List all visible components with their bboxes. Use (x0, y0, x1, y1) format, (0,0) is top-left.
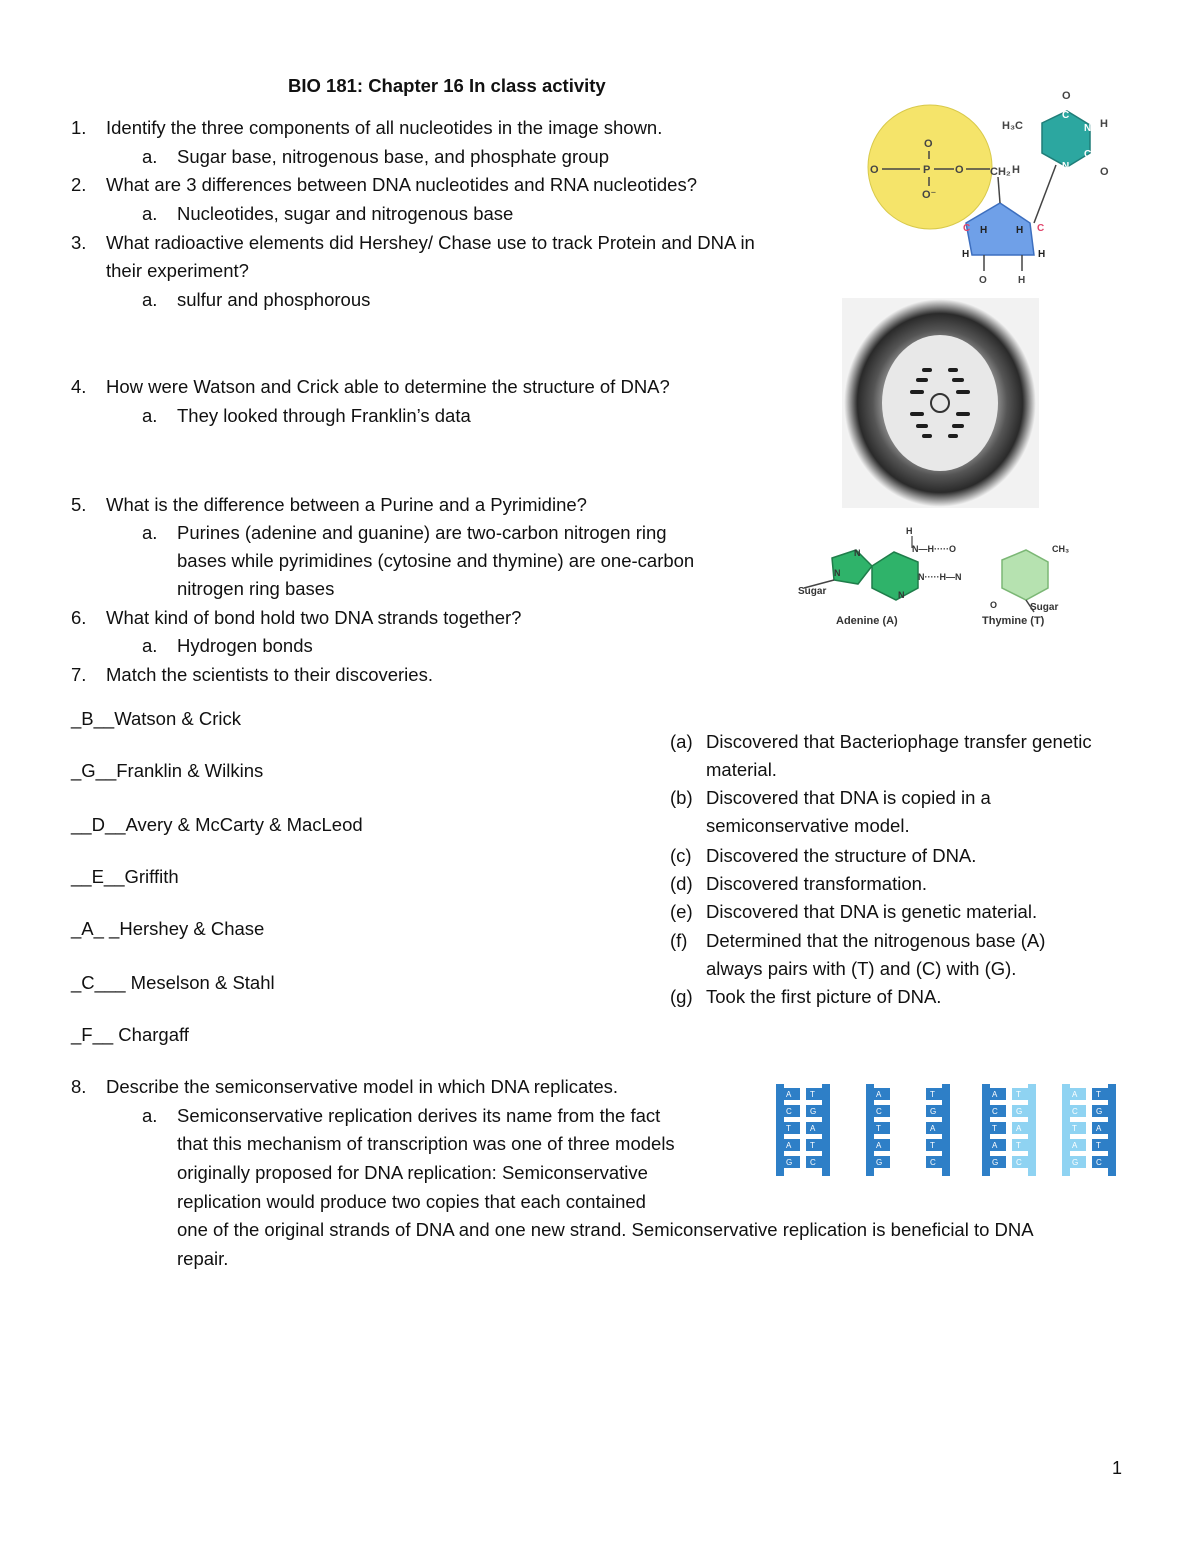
q6-answer-label: a. (142, 635, 158, 656)
q5-answer-label: a. (142, 522, 158, 543)
base-letter: T (1016, 1090, 1021, 1099)
q3-answer: sulfur and phosphorous (177, 289, 371, 310)
q5-text: What is the difference between a Purine and a Pyrimidine? (106, 494, 587, 515)
replication-figure (774, 1082, 1119, 1178)
adenine-five-ring (832, 550, 872, 584)
q8-answer-label: a. (142, 1105, 158, 1126)
discovery-e-line1: Discovered that DNA is genetic material. (706, 901, 1038, 922)
strand-backbone (942, 1084, 950, 1176)
base-letter: T (810, 1090, 815, 1099)
q2-answer-label: a. (142, 203, 158, 224)
q1-number: 1. (71, 117, 87, 138)
nucleotide-structure-figure (862, 85, 1127, 295)
q6-answer: Hydrogen bonds (177, 635, 313, 656)
q8-answer-line1: Semiconservative replication derives its name from the fact (177, 1105, 661, 1126)
match-griffith: __E__Griffith (71, 866, 179, 887)
base-letter: T (1096, 1141, 1101, 1150)
base-letter: C (930, 1158, 936, 1167)
q8-number: 8. (71, 1076, 87, 1097)
adenine-six-ring (872, 552, 918, 600)
sugar-h3: H (962, 249, 970, 260)
base-letter: C (992, 1107, 998, 1116)
base-letter: T (1016, 1141, 1021, 1150)
sugar-h-bottom: H (1018, 275, 1026, 286)
q8-answer-line5: one of the original strands of DNA and one new strand. Semiconservative replication is beneficial to DNA (177, 1219, 1034, 1240)
strand-backbone (866, 1084, 874, 1176)
base-letter: A (930, 1124, 936, 1133)
q4-text: How were Watson and Crick able to determine the structure of DNA? (106, 376, 670, 397)
phosphate-o-left: O (870, 164, 879, 176)
strand-backbone (982, 1084, 990, 1176)
sugar-ring (966, 203, 1034, 255)
strand-backbone (1108, 1084, 1116, 1176)
base-letter: A (1096, 1124, 1102, 1133)
base-letter: T (930, 1090, 935, 1099)
match-chargaff: _F__ Chargaff (71, 1024, 189, 1045)
q2-text: What are 3 differences between DNA nucleotides and RNA nucleotides? (106, 174, 697, 195)
bp-o-bottom: O (990, 600, 998, 610)
base-letter: C (810, 1158, 816, 1167)
discovery-b-line1: Discovered that DNA is copied in a (706, 787, 991, 808)
bp-n-left1: N (854, 548, 861, 558)
sugar-h2: H (1016, 225, 1024, 236)
q8-answer-line4: replication would produce two copies that each contained (177, 1191, 646, 1212)
base-letter: G (876, 1158, 883, 1167)
q3-number: 3. (71, 232, 87, 253)
bp-n-left2: N (834, 568, 841, 578)
base-h3c: H₃C (1002, 120, 1023, 132)
q4-answer-label: a. (142, 405, 158, 426)
q2-number: 2. (71, 174, 87, 195)
sugar-o: O (979, 275, 987, 286)
base-c3: C (1084, 149, 1092, 160)
q6-number: 6. (71, 607, 87, 628)
base-letter: G (930, 1107, 937, 1116)
sugar-c1: C (963, 223, 971, 234)
q6-text: What kind of bond hold two DNA strands together? (106, 607, 522, 628)
base-letter: A (992, 1090, 998, 1099)
base-letter: G (992, 1158, 999, 1167)
q3-answer-label: a. (142, 289, 158, 310)
q8-answer-line2: that this mechanism of transcription was one of three models (177, 1133, 675, 1154)
q4-answer: They looked through Franklin’s data (177, 405, 471, 426)
base-c2: C (1062, 110, 1070, 121)
q5-number: 5. (71, 494, 87, 515)
base-h-left: H (1012, 164, 1020, 176)
phosphate-o-bottom: O⁻ (922, 189, 937, 201)
base-letter: G (810, 1107, 817, 1116)
bp-n-h-o: N—H·····O (912, 544, 956, 554)
discovery-b-label: (b) (670, 787, 693, 808)
strand-backbone (1062, 1084, 1070, 1176)
base-letter: A (786, 1141, 792, 1150)
base-letter: A (992, 1141, 998, 1150)
base-letter: T (1072, 1124, 1077, 1133)
base-letter: A (1072, 1090, 1078, 1099)
q3-text-line2: their experiment? (106, 260, 249, 281)
base-letter: G (1016, 1107, 1023, 1116)
q5-answer-line1: Purines (adenine and guanine) are two-carbon nitrogen ring (177, 522, 667, 543)
discovery-g-line1: Took the first picture of DNA. (706, 986, 942, 1007)
strand-backbone (1028, 1084, 1036, 1176)
base-letter: A (876, 1090, 882, 1099)
discovery-c-label: (c) (670, 845, 692, 866)
base-n-h: N (1084, 123, 1092, 134)
q1-answer: Sugar base, nitrogenous base, and phosphate group (177, 146, 609, 167)
base-letter: A (1072, 1141, 1078, 1150)
q1-answer-label: a. (142, 146, 158, 167)
match-avery: __D__Avery & McCarty & MacLeod (71, 814, 363, 835)
base-letter: T (930, 1141, 935, 1150)
base-letter: A (786, 1090, 792, 1099)
q1-text: Identify the three components of all nucleotides in the image shown. (106, 117, 663, 138)
discovery-f-line1: Determined that the nitrogenous base (A) (706, 930, 1046, 951)
q5-answer-line3: nitrogen ring bases (177, 578, 335, 599)
discovery-d-label: (d) (670, 873, 693, 894)
ch2-label: CH₂ (990, 166, 1011, 178)
discovery-f-line2: always pairs with (T) and (C) with (G). (706, 958, 1017, 979)
base-letter: A (1016, 1124, 1022, 1133)
q4-number: 4. (71, 376, 87, 397)
sugar-c2: C (1037, 223, 1045, 234)
bp-thymine-label: Thymine (T) (982, 615, 1045, 627)
base-letter: T (876, 1124, 881, 1133)
base-letter: C (876, 1107, 882, 1116)
bp-n-bottom: N (898, 590, 905, 600)
base-letter: T (992, 1124, 997, 1133)
base-letter: C (1096, 1158, 1102, 1167)
bp-sugar-right: Sugar (1030, 602, 1059, 613)
discovery-c-line1: Discovered the structure of DNA. (706, 845, 977, 866)
discovery-g-label: (g) (670, 986, 693, 1007)
sugar-h4: H (1038, 249, 1046, 260)
base-letter: C (1072, 1107, 1078, 1116)
base-o-top: O (1062, 90, 1071, 102)
sugar-h1: H (980, 225, 988, 236)
discovery-a-label: (a) (670, 731, 693, 752)
base-letter: C (786, 1107, 792, 1116)
q7-number: 7. (71, 664, 87, 685)
page-number: 1 (1111, 1458, 1122, 1478)
page-title: BIO 181: Chapter 16 In class activity (288, 75, 606, 96)
match-meselson-stahl: _C___ Meselson & Stahl (71, 972, 275, 993)
q8-answer-line6: repair. (177, 1248, 229, 1269)
phosphate-o-top: O (924, 138, 933, 150)
match-franklin-wilkins: _G__Franklin & Wilkins (71, 760, 264, 781)
q5-answer-line2: bases while pyrimidines (cytosine and thymine) are one-carbon (177, 550, 695, 571)
base-letter: G (1096, 1107, 1103, 1116)
base-c1: C (1034, 123, 1042, 134)
q8-answer-line3: originally proposed for DNA replication: Semiconservative (177, 1162, 648, 1183)
discovery-b-line2: semiconservative model. (706, 815, 910, 836)
bp-sugar-left: Sugar (798, 586, 827, 597)
thymine-ring (1002, 550, 1048, 600)
base-letter: G (786, 1158, 793, 1167)
base-letter: A (810, 1124, 816, 1133)
match-watson-crick: _B__Watson & Crick (71, 708, 241, 729)
base-letter: A (876, 1141, 882, 1150)
strand-backbone (776, 1084, 784, 1176)
phosphate-p: P (923, 164, 931, 176)
base-letter: T (786, 1124, 791, 1133)
phosphate-o-mid: O (955, 164, 964, 176)
discovery-a-line2: material. (706, 759, 777, 780)
base-h-right: H (1100, 118, 1108, 130)
base-letter: G (1072, 1158, 1079, 1167)
discovery-a-line1: Discovered that Bacteriophage transfer genetic (706, 731, 1092, 752)
bp-adenine-label: Adenine (A) (836, 615, 898, 627)
base-n2: N (1062, 161, 1070, 172)
base-letter: T (1096, 1090, 1101, 1099)
base-letter: T (810, 1141, 815, 1150)
match-hershey-chase: _A_ _Hershey & Chase (71, 918, 265, 939)
bp-ch3: CH₃ (1052, 544, 1070, 554)
xray-diffraction-photo (842, 298, 1039, 508)
q7-text: Match the scientists to their discoveries. (106, 664, 433, 685)
bp-n-mid: N·····H—N (918, 572, 962, 582)
strand-backbone (822, 1084, 830, 1176)
base-pair-figure (794, 522, 1084, 632)
bp-h-top: H (906, 526, 913, 536)
q8-text: Describe the semiconservative model in which DNA replicates. (106, 1076, 619, 1097)
discovery-e-label: (e) (670, 901, 693, 922)
q3-text-line1: What radioactive elements did Hershey/ Chase use to track Protein and DNA in (106, 232, 755, 253)
base-o-right: O (1100, 166, 1109, 178)
discovery-f-label: (f) (670, 930, 688, 951)
q2-answer: Nucleotides, sugar and nitrogenous base (177, 203, 514, 224)
discovery-d-line1: Discovered transformation. (706, 873, 928, 894)
base-letter: C (1016, 1158, 1022, 1167)
